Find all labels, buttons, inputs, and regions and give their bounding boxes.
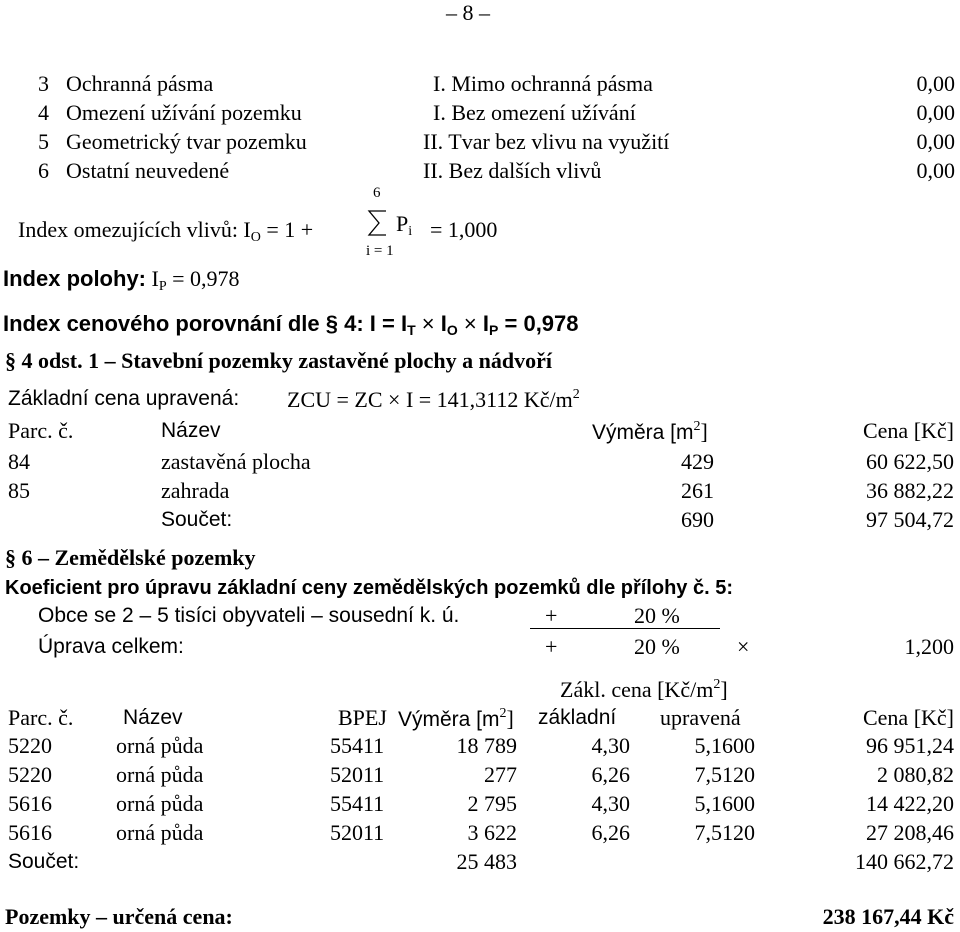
index-omez-result: = 1,000 [430, 217, 498, 242]
cell-bpej: 55411 [330, 733, 385, 758]
cell-zakladni: 6,26 [591, 762, 630, 787]
col-header-nazev: Název [123, 706, 183, 729]
list-item-value: 0,00 [916, 158, 955, 183]
zcu-formula-a: ZCU = ZC [287, 387, 383, 412]
cell-cena: 36 882,22 [866, 478, 954, 503]
col-group-header [560, 678, 728, 701]
list-item-class: I. Mimo ochranná pásma [433, 71, 653, 96]
cell-cena: 14 422,20 [866, 791, 954, 816]
section-4-heading [5, 350, 552, 372]
index-polohy-label: Index polohy: [3, 266, 146, 291]
cell-cena: 27 208,46 [866, 820, 954, 845]
cell-vymera: 429 [681, 449, 714, 474]
index-cen-io: I [440, 311, 447, 336]
list-item-name: Ochranná pásma [66, 71, 214, 96]
page-number: – 8 – [446, 0, 490, 25]
index-cen-label: Index cenového porovnání dle [3, 311, 320, 336]
index-omez-eq: = 1 + [266, 217, 314, 242]
koef-row1-sign: + [545, 603, 558, 628]
cell-zakladni: 4,30 [591, 791, 630, 816]
zakl-cena-text: Zákl. cena [Kč/m [560, 677, 714, 702]
zakl-cena-sup: 2 [713, 677, 721, 692]
vymera-end: ] [700, 419, 708, 444]
index-cen-ref: 4: I = I [344, 311, 408, 336]
cell-parc: 85 [8, 478, 30, 503]
list-item-number: 5 [38, 129, 49, 154]
vymera-end: ] [506, 706, 514, 731]
list-item-class: I. Bez omezení užívání [433, 100, 636, 125]
index-cen-ip: I [482, 311, 490, 336]
final-price-value: 238 167,44 Kč [822, 904, 954, 929]
cell-cena: 2 080,82 [877, 762, 954, 787]
cell-upravena: 5,1600 [694, 733, 755, 758]
vymera-text: Výměra [m [592, 421, 694, 444]
cell-vymera: 3 622 [467, 820, 517, 845]
col-header-bpej: BPEJ [338, 705, 387, 730]
index-cen-sub-o: O [446, 322, 458, 338]
zcu-formula [287, 388, 580, 411]
index-polohy-sub: P [158, 279, 167, 294]
col-header-cena: Cena [Kč] [862, 705, 954, 730]
section-sign-icon: § [5, 348, 16, 373]
list-item-name: Omezení užívání pozemku [66, 100, 302, 125]
index-polohy-i: I [151, 266, 159, 291]
col-header-zakladni: základní [538, 706, 617, 729]
vymera-text: Výměra [m [398, 708, 500, 731]
list-item-name: Geometrický tvar pozemku [66, 129, 307, 154]
zcu-sup: 2 [572, 387, 580, 402]
cell-nazev: orná půda [116, 762, 204, 787]
section-4-title: 4 odst. 1 – Stavební pozemky zastavěné plochy a nádvoří [21, 348, 552, 373]
cell-parc: 84 [8, 449, 30, 474]
multiply-icon: × [737, 634, 750, 659]
section-6-heading [5, 547, 256, 569]
sum-divider [530, 628, 720, 629]
zakl-cena-end: ] [720, 677, 728, 702]
sum-cena: 97 504,72 [866, 507, 954, 532]
koef-title: Koeficient pro úpravu základní ceny zemědělských pozemků dle přílohy č. 5: [5, 577, 733, 599]
list-item-class: II. Bez dalších vlivů [423, 158, 602, 183]
cell-upravena: 7,5120 [694, 762, 755, 787]
sum-label: Součet: [8, 850, 80, 873]
koef-row1-label: Obce se 2 – 5 tisíci obyvateli – sousední k. ú. [38, 604, 460, 627]
cell-vymera: 277 [484, 762, 517, 787]
cell-bpej: 52011 [330, 762, 385, 787]
sum-vymera: 690 [681, 507, 714, 532]
sum-upper-limit: 6 [373, 185, 381, 201]
cell-nazev: zastavěná plocha [161, 449, 311, 474]
multiply-icon: × [388, 387, 401, 412]
sum-cena: 140 662,72 [855, 849, 954, 874]
list-item-value: 0,00 [916, 100, 955, 125]
sigma-icon [366, 208, 390, 238]
cell-parc: 5616 [8, 791, 52, 816]
col-header-nazev: Název [161, 419, 221, 442]
zcu-label: Základní cena upravená: [8, 387, 240, 410]
vymera-sup: 2 [693, 419, 701, 434]
koef-row2-result: 1,200 [904, 634, 954, 659]
section-sign-icon: § [325, 311, 338, 336]
cell-upravena: 7,5120 [694, 820, 755, 845]
index-polohy [3, 268, 240, 294]
index-cen-sub-p: P [489, 322, 499, 338]
section-6-title: 6 – Zemědělské pozemky [21, 545, 256, 570]
koef-row2-value: 20 % [634, 634, 680, 659]
cell-bpej: 52011 [330, 820, 385, 845]
col-header-vymera [592, 420, 708, 443]
list-item-number: 4 [38, 100, 49, 125]
multiply-icon: × [421, 311, 435, 336]
col-header-parc: Parc. č. [8, 705, 74, 730]
cell-zakladni: 4,30 [591, 733, 630, 758]
index-polohy-value: = 0,978 [172, 266, 240, 291]
koef-row1-value: 20 % [634, 603, 680, 628]
index-omez-sub: O [250, 230, 261, 245]
vymera-sup: 2 [499, 706, 507, 721]
cell-vymera: 261 [681, 478, 714, 503]
index-cen-sub-t: T [407, 322, 416, 338]
p-symbol: P [396, 211, 409, 236]
cell-zakladni: 6,26 [591, 820, 630, 845]
cell-nazev: orná půda [116, 820, 204, 845]
cell-vymera: 2 795 [467, 791, 517, 816]
index-omez-label: Index omezujících vlivů: I [18, 217, 251, 242]
list-item-value: 0,00 [916, 71, 955, 96]
koef-row2-label: Úprava celkem: [38, 635, 184, 658]
index-cen-result: = 0,978 [504, 311, 579, 336]
cell-nazev: zahrada [161, 478, 230, 503]
cell-cena: 60 622,50 [866, 449, 954, 474]
cell-parc: 5616 [8, 820, 52, 845]
koef-row2-sign: + [545, 634, 558, 659]
cell-nazev: orná půda [116, 791, 204, 816]
col-header-parc: Parc. č. [8, 418, 74, 443]
cell-cena: 96 951,24 [866, 733, 954, 758]
sum-label: Součet: [161, 508, 233, 531]
list-item-number: 3 [38, 71, 49, 96]
cell-bpej: 55411 [330, 791, 385, 816]
col-header-upravena: upravená [660, 705, 741, 730]
list-item-value: 0,00 [916, 129, 955, 154]
multiply-icon: × [463, 311, 477, 336]
cell-parc: 5220 [8, 733, 52, 758]
p-sub-i: i [408, 224, 413, 239]
col-header-cena: Cena [Kč] [862, 418, 954, 443]
cell-nazev: orná půda [116, 733, 204, 758]
cell-vymera: 18 789 [456, 733, 517, 758]
index-omez-formula [18, 219, 313, 245]
cell-upravena: 5,1600 [694, 791, 755, 816]
section-sign-icon: § [5, 545, 16, 570]
final-price-label: Pozemky – určená cena: [5, 904, 233, 929]
cell-parc: 5220 [8, 762, 52, 787]
zcu-formula-b: I = 141,3112 Kč/m [405, 387, 573, 412]
list-item-class: II. Tvar bez vlivu na využití [423, 129, 670, 154]
list-item-number: 6 [38, 158, 49, 183]
sum-lower-limit: i = 1 [366, 243, 394, 259]
sum-vymera: 25 483 [456, 849, 517, 874]
index-omez-p [396, 213, 412, 239]
index-cenoveho-porovnani [3, 313, 579, 337]
list-item-name: Ostatní neuvedené [66, 158, 230, 183]
col-header-vymera [398, 707, 514, 730]
